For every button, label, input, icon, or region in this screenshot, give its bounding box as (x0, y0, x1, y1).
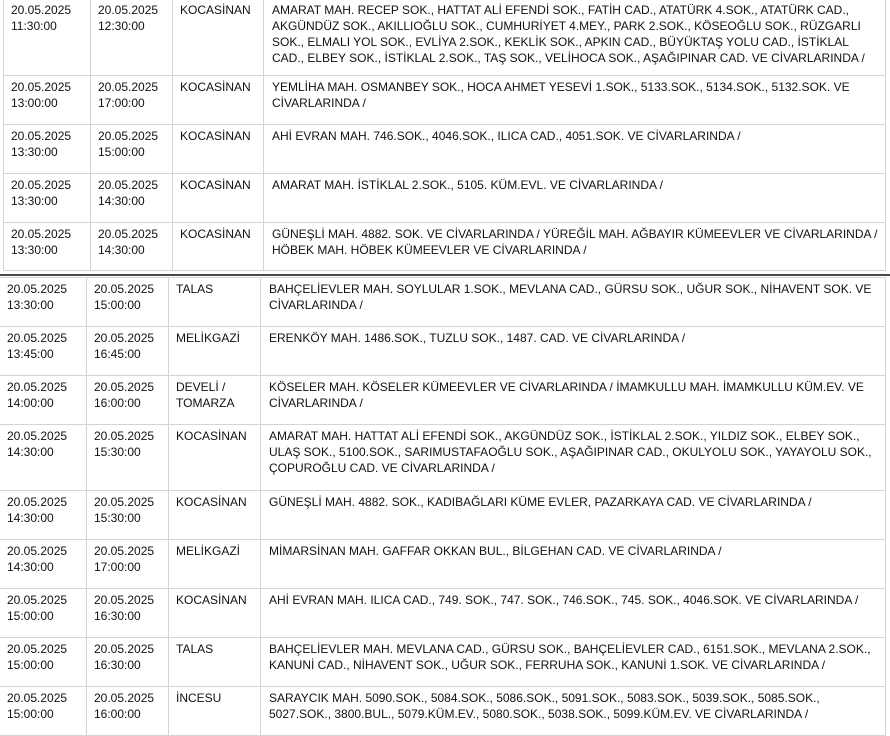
table-row (4, 0, 886, 76)
start-date: 20.05.2025 (11, 178, 72, 192)
end-time: 16:00:00 (94, 707, 141, 721)
start-date: 20.05.2025 (11, 3, 72, 17)
table-row (0, 425, 886, 491)
start-time: 13:30:00 (7, 298, 54, 312)
start-date: 20.05.2025 (7, 331, 68, 345)
district-cell: KOCASİNAN (169, 491, 261, 540)
start-cell (4, 223, 91, 271)
start-cell (4, 0, 91, 76)
end-cell (91, 125, 173, 174)
end-date: 20.05.2025 (98, 227, 159, 241)
address-cell: MİMARSİNAN MAH. GAFFAR OKKAN BUL., BİLGEHAN CAD. VE CİVARLARINDA / (261, 540, 886, 589)
end-cell (87, 687, 169, 736)
end-date: 20.05.2025 (98, 178, 159, 192)
address-cell: AMARAT MAH. HATTAT ALİ EFENDİ SOK., AKGÜNDÜZ SOK., İSTİKLAL 2.SOK., YILDIZ SOK., ELBEY SOK., ULAŞ SOK., 5100.SOK., SARIMUSTAFAOĞLU SOK., AŞAĞIPINAR CAD., OKULYOLU SOK., YAYAYOLU SOK., ÇOPUROĞLU CAD. VE CİVARLARINDA / (261, 425, 886, 491)
start-date: 20.05.2025 (7, 495, 68, 509)
district-cell: MELİKGAZİ (169, 327, 261, 376)
table-row (0, 638, 886, 687)
table-row (0, 278, 886, 327)
end-time: 16:30:00 (94, 658, 141, 672)
district-cell: KOCASİNAN (169, 425, 261, 491)
end-date: 20.05.2025 (98, 3, 159, 17)
table-row (4, 223, 886, 271)
address-cell: GÜNEŞLİ MAH. 4882. SOK. VE CİVARLARINDA / YÜREĞİL MAH. AĞBAYIR KÜMEEVLER VE CİVARLARINDA / HÖBEK MAH. HÖBEK KÜMEEVLER VE CİVARLARINDA / (264, 223, 886, 271)
start-cell (0, 638, 87, 687)
end-time: 16:00:00 (94, 396, 141, 410)
end-time: 14:30:00 (98, 194, 145, 208)
section-divider (0, 274, 890, 276)
end-date: 20.05.2025 (98, 80, 159, 94)
start-time: 13:00:00 (11, 96, 58, 110)
start-time: 14:30:00 (7, 511, 54, 525)
address-cell: AMARAT MAH. İSTİKLAL 2.SOK., 5105. KÜM.EVL. VE CİVARLARINDA / (264, 174, 886, 223)
end-cell (87, 376, 169, 425)
end-time: 17:00:00 (94, 560, 141, 574)
start-cell (0, 425, 87, 491)
end-time: 15:30:00 (94, 445, 141, 459)
end-date: 20.05.2025 (98, 129, 159, 143)
start-cell (0, 327, 87, 376)
table-row (0, 491, 886, 540)
start-cell (0, 376, 87, 425)
start-date: 20.05.2025 (7, 380, 68, 394)
end-cell (87, 425, 169, 491)
end-date: 20.05.2025 (94, 544, 155, 558)
end-time: 14:30:00 (98, 243, 145, 257)
start-cell (0, 540, 87, 589)
end-date: 20.05.2025 (94, 691, 155, 705)
start-time: 13:30:00 (11, 194, 58, 208)
start-date: 20.05.2025 (7, 544, 68, 558)
end-cell (87, 540, 169, 589)
address-cell: AMARAT MAH. RECEP SOK., HATTAT ALİ EFENDİ SOK., FATİH CAD., ATATÜRK 4.SOK., ATATÜRK CAD., AKGÜNDÜZ SOK., AKILLIOĞLU SOK., CUMHURİYET 4.MEY., PARK 2.SOK., KÖSEOĞLU SOK., RÜZGARLI SOK., ELMALI YOL SOK., EVLİYA 2.SOK., KEKLİK SOK., APKIN CAD., BÜYÜKTAŞ YOLU CAD., İSTİKLAL CAD., ELBEY SOK., İSTİKLAL 2.SOK., TAŞ SOK., VELİHOCA SOK., AŞAĞIPINAR CAD. VE CİVARLARINDA / (264, 0, 886, 76)
district-cell: KOCASİNAN (169, 589, 261, 638)
start-time: 14:30:00 (7, 560, 54, 574)
outage-table-bottom (0, 277, 886, 736)
start-time: 15:00:00 (7, 707, 54, 721)
end-date: 20.05.2025 (94, 593, 155, 607)
district-cell: KOCASİNAN (173, 125, 264, 174)
start-date: 20.05.2025 (11, 129, 72, 143)
end-time: 16:45:00 (94, 347, 141, 361)
address-cell: SARAYCIK MAH. 5090.SOK., 5084.SOK., 5086.SOK., 5091.SOK., 5083.SOK., 5039.SOK., 5085.SOK., 5027.SOK., 3800.BUL., 5079.KÜM.EV., 5080.SOK., 5038.SOK., 5099.KÜM.EV. VE CİVARLARINDA / (261, 687, 886, 736)
address-cell: GÜNEŞLİ MAH. 4882. SOK., KADIBAĞLARI KÜME EVLER, PAZARKAYA CAD. VE CİVARLARINDA / (261, 491, 886, 540)
end-time: 16:30:00 (94, 609, 141, 623)
table-row (0, 589, 886, 638)
district-cell: KOCASİNAN (173, 76, 264, 125)
start-date: 20.05.2025 (11, 227, 72, 241)
end-date: 20.05.2025 (94, 429, 155, 443)
end-cell (87, 491, 169, 540)
end-cell (87, 638, 169, 687)
start-cell (0, 278, 87, 327)
start-time: 14:30:00 (7, 445, 54, 459)
start-time: 13:30:00 (11, 243, 58, 257)
end-time: 17:00:00 (98, 96, 145, 110)
district-cell: KOCASİNAN (173, 0, 264, 76)
table-row (4, 174, 886, 223)
table-row (4, 76, 886, 125)
table-row (0, 540, 886, 589)
district-cell: TALAS (169, 638, 261, 687)
start-cell (4, 125, 91, 174)
district-cell: KOCASİNAN (173, 223, 264, 271)
end-cell (87, 278, 169, 327)
table-row (0, 327, 886, 376)
start-time: 11:30:00 (11, 19, 57, 33)
end-cell (91, 174, 173, 223)
start-time: 15:00:00 (7, 609, 54, 623)
start-date: 20.05.2025 (7, 593, 68, 607)
end-cell (91, 0, 173, 76)
start-cell (0, 589, 87, 638)
table-row (0, 687, 886, 736)
district-cell: DEVELİ / TOMARZA (169, 376, 261, 425)
district-cell: TALAS (169, 278, 261, 327)
table-row (0, 376, 886, 425)
end-time: 15:00:00 (94, 298, 141, 312)
end-cell (91, 76, 173, 125)
end-date: 20.05.2025 (94, 380, 155, 394)
table-row (4, 125, 886, 174)
address-cell: BAHÇELİEVLER MAH. SOYLULAR 1.SOK., MEVLANA CAD., GÜRSU SOK., UĞUR SOK., NİHAVENT SOK. VE CİVARLARINDA / (261, 278, 886, 327)
start-date: 20.05.2025 (7, 691, 68, 705)
start-date: 20.05.2025 (7, 429, 68, 443)
end-date: 20.05.2025 (94, 331, 155, 345)
address-cell: ERENKÖY MAH. 1486.SOK., TUZLU SOK., 1487. CAD. VE CİVARLARINDA / (261, 327, 886, 376)
start-time: 13:30:00 (11, 145, 58, 159)
district-cell: KOCASİNAN (173, 174, 264, 223)
address-cell: AHİ EVRAN MAH. 746.SOK., 4046.SOK., ILICA CAD., 4051.SOK. VE CİVARLARINDA / (264, 125, 886, 174)
end-date: 20.05.2025 (94, 282, 155, 296)
address-cell: KÖSELER MAH. KÖSELER KÜMEEVLER VE CİVARLARINDA / İMAMKULLU MAH. İMAMKULLU KÜM.EV. VE CİVARLARINDA / (261, 376, 886, 425)
address-cell: AHİ EVRAN MAH. ILICA CAD., 749. SOK., 747. SOK., 746.SOK., 745. SOK., 4046.SOK. VE CİVARLARINDA / (261, 589, 886, 638)
end-date: 20.05.2025 (94, 495, 155, 509)
start-date: 20.05.2025 (11, 80, 72, 94)
start-time: 15:00:00 (7, 658, 54, 672)
district-cell: İNCESU (169, 687, 261, 736)
end-cell (91, 223, 173, 271)
end-cell (87, 327, 169, 376)
start-cell (4, 76, 91, 125)
start-cell (0, 687, 87, 736)
end-time: 12:30:00 (98, 19, 145, 33)
start-cell (4, 174, 91, 223)
start-time: 13:45:00 (7, 347, 54, 361)
end-time: 15:00:00 (98, 145, 145, 159)
address-cell: BAHÇELİEVLER MAH. MEVLANA CAD., GÜRSU SOK., BAHÇELİEVLER CAD., 6151.SOK., MEVLANA 2.SOK., KANUNİ CAD., NİHAVENT SOK., UĞUR SOK., FERRUHA SOK., KANUNİ 1.SOK. VE CİVARLARINDA / (261, 638, 886, 687)
outage-table-top (3, 0, 886, 271)
start-time: 14:00:00 (7, 396, 54, 410)
district-cell: MELİKGAZİ (169, 540, 261, 589)
end-cell (87, 589, 169, 638)
start-cell (0, 491, 87, 540)
address-cell: YEMLİHA MAH. OSMANBEY SOK., HOCA AHMET YESEVİ 1.SOK., 5133.SOK., 5134.SOK., 5132.SOK. VE CİVARLARINDA / (264, 76, 886, 125)
start-date: 20.05.2025 (7, 282, 68, 296)
end-date: 20.05.2025 (94, 642, 155, 656)
start-date: 20.05.2025 (7, 642, 68, 656)
end-time: 15:30:00 (94, 511, 141, 525)
